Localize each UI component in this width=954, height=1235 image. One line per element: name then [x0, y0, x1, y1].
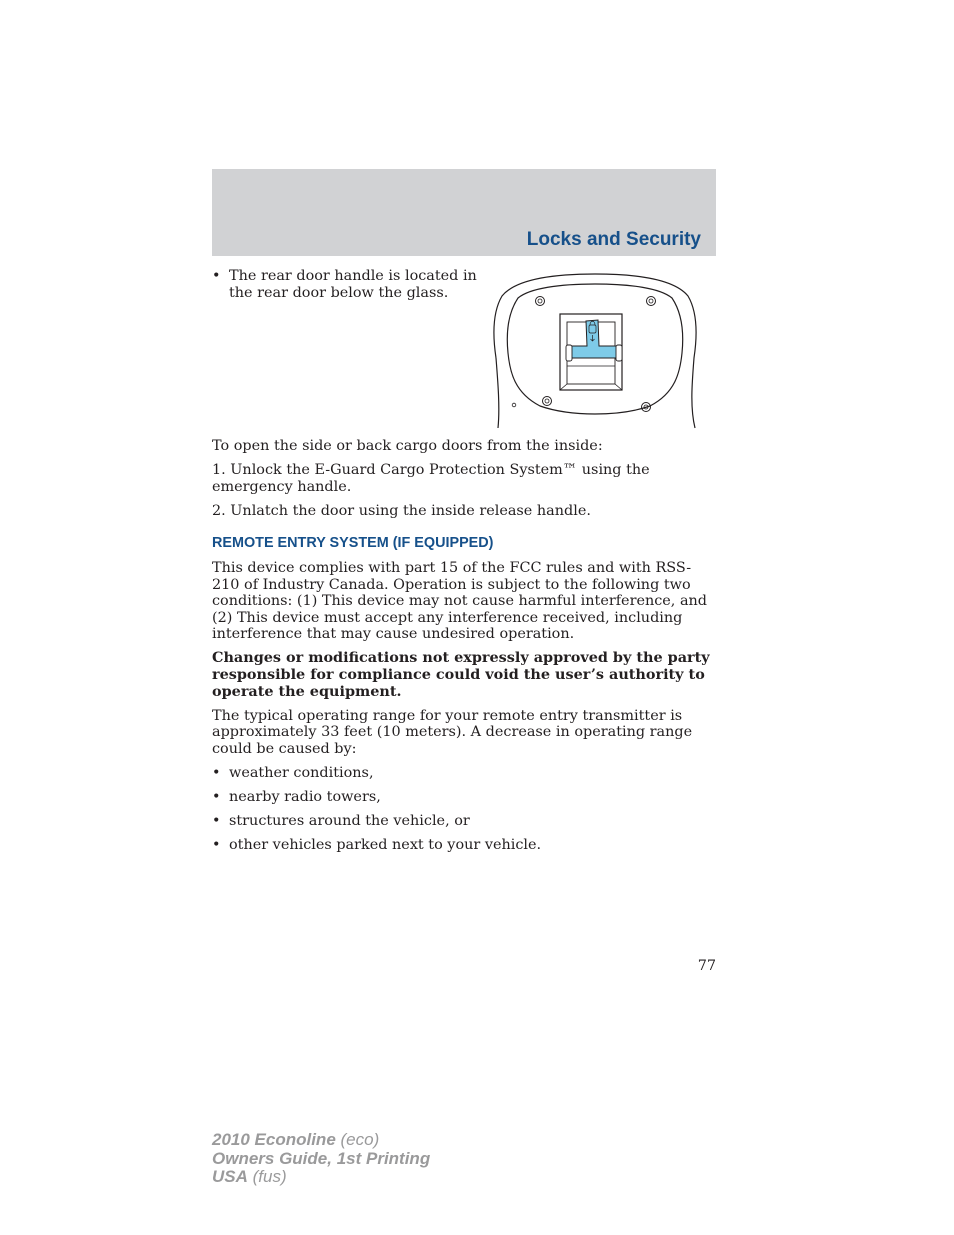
- footer-model-code: (eco): [335, 1130, 380, 1149]
- list-item: • weather conditions,: [212, 765, 716, 782]
- footer-market-code: (fus): [247, 1167, 287, 1186]
- footer-market: USA: [212, 1167, 248, 1186]
- rear-door-handle-illustration: [490, 268, 700, 432]
- page-content: [212, 268, 716, 861]
- section-title: Locks and Security: [526, 229, 701, 250]
- fcc-compliance-paragraph: This device complies with part 15 of the FCC rules and with RSS-210 of Industry Canada. Operation is subject to the following two conditions: (1) This device may not cause harmful interference, and (2) This device must accept any interference received, including interference that may cause undesired operation.: [212, 559, 708, 643]
- modification-warning: Changes or modifications not expressly approved by the party responsible for compliance could void the user’s authority to operate the equipment.: [212, 649, 710, 700]
- section-header-band: [212, 169, 716, 256]
- footer-line-1: [212, 1131, 430, 1150]
- footer-line-3: [212, 1168, 430, 1187]
- handle-location-row: [212, 268, 716, 438]
- list-item: • nearby radio towers,: [212, 789, 716, 806]
- cargo-doors-intro: To open the side or back cargo doors from the inside:: [212, 438, 603, 454]
- handle-location-bullet: • The rear door handle is located in the rear door below the glass.: [212, 268, 484, 301]
- footer-model: 2010 Econoline: [212, 1130, 336, 1149]
- page-number: 77: [697, 958, 716, 974]
- step-1: 1. Unlock the E-Guard Cargo Protection System™ using the emergency handle.: [212, 462, 650, 495]
- footer-line-2: Owners Guide, 1st Printing: [212, 1148, 431, 1168]
- operating-range-paragraph: The typical operating range for your remote entry transmitter is approximately 33 feet (10 meters). A decrease in operating range could be caused by:: [212, 707, 693, 757]
- document-footer: [212, 1131, 430, 1187]
- step-2: 2. Unlatch the door using the inside release handle.: [212, 502, 591, 519]
- list-item: • structures around the vehicle, or: [212, 813, 716, 830]
- list-item: • other vehicles parked next to your vehicle.: [212, 837, 716, 854]
- remote-entry-heading: REMOTE ENTRY SYSTEM (IF EQUIPPED): [212, 535, 494, 552]
